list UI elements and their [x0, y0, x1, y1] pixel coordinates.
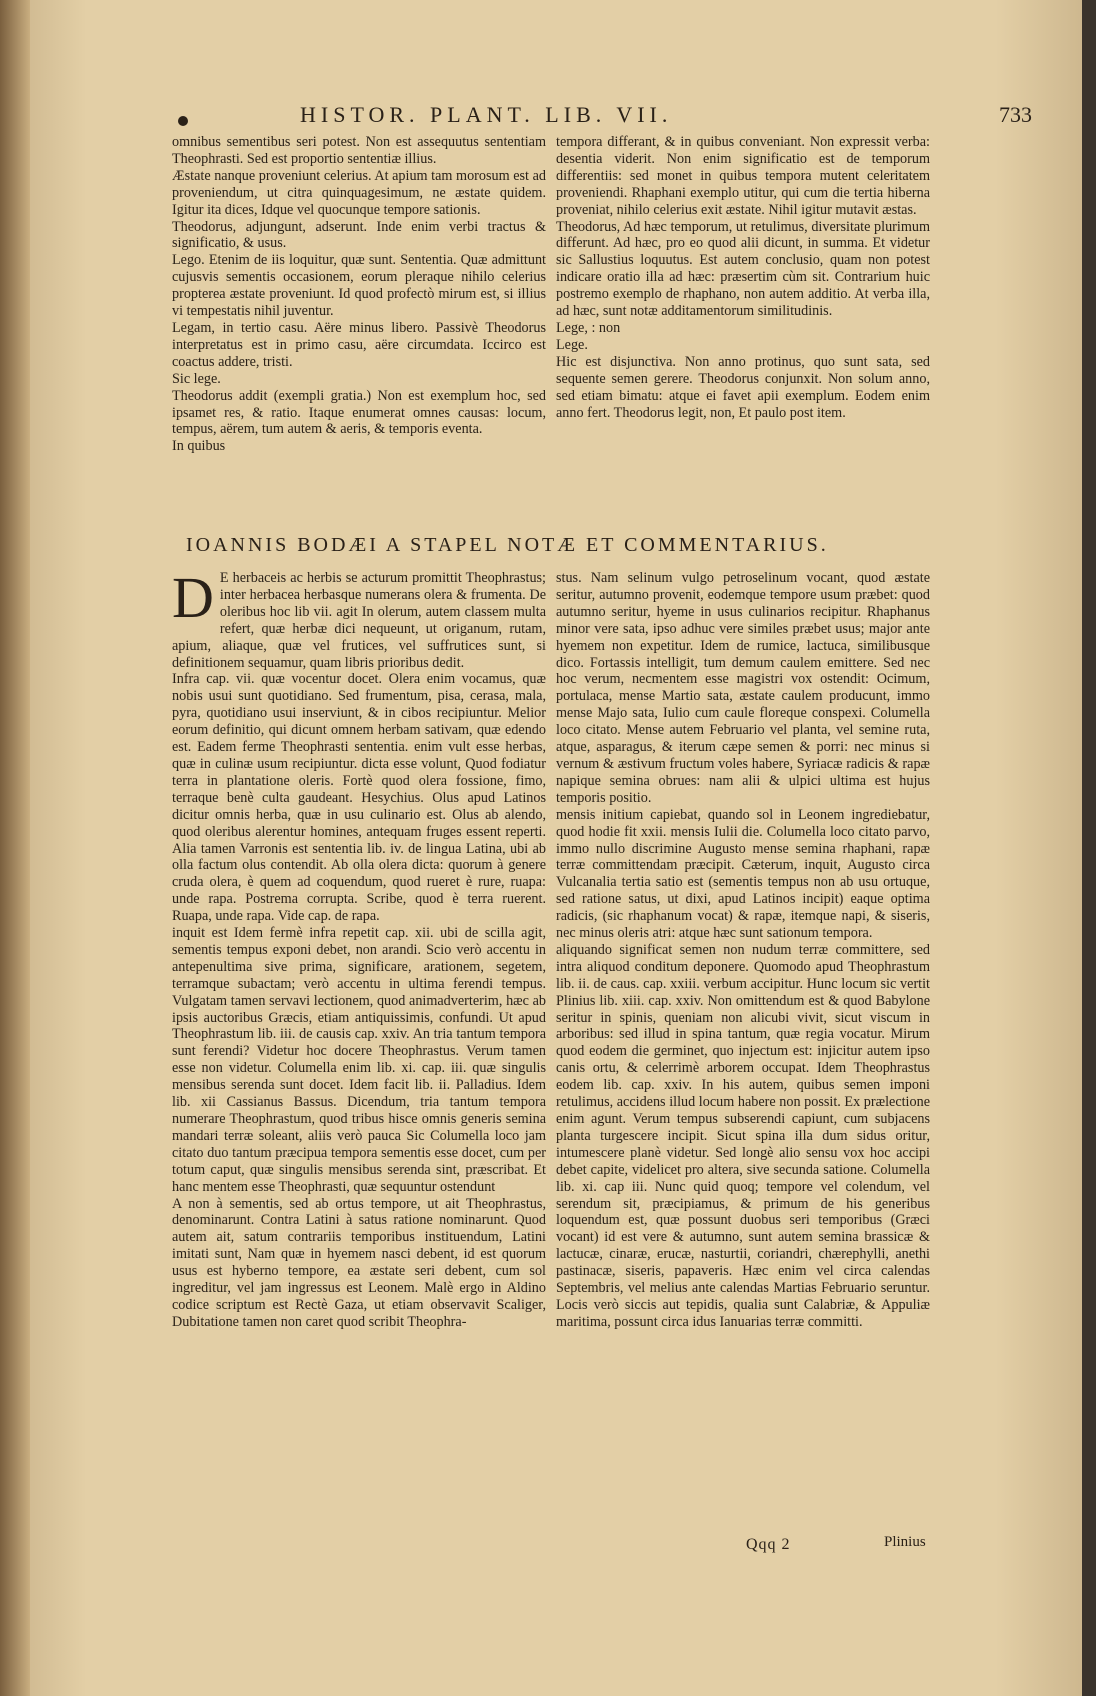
paragraph: Hic est disjunctiva. Non anno protinus, quo sunt sata, sed sequente semen gerere. Theodorus conjunxit. Non solum anno, sed etiam bimatu: atque ei favet apii exemplum. Eodem enim anno fert. Theodorus legit, non, Et paulo post item. — [556, 353, 930, 421]
top-right-column — [556, 134, 930, 421]
paragraph: Lego. Etenim de iis loquitur, quæ sunt. Sententia. Quæ admittunt cujusvis sementis occasionem, eorum pleraque nihilo celerius propterea æstate proveniunt. Id quod profectò mirum est, si illius vi tempestatis nihil juventur. — [172, 252, 546, 320]
paragraph: Theodorus, Ad hæc temporum, ut retulimus, diversitate plurimum differunt. Ad hæc, pro eo quod alii dicunt, in summa. Et videtur sic Sallustius loquutus. Est autem conclusio, quam non potest indicare oratio illa ad hæc: præsertim cùm sit. Contrarium huic postremo exemplo de rhaphano, non autem additio. At verba illa, ad hæc, sunt notæ additamentorum similitudinis. — [556, 218, 930, 320]
section-title: IOANNIS BODÆI A STAPEL NOTÆ ET COMMENTARIUS. — [186, 534, 829, 556]
paragraph: In quibus — [172, 438, 226, 455]
leaf-ornament-icon — [178, 116, 188, 126]
paragraph — [172, 565, 546, 671]
bottom-left-column — [172, 565, 546, 1331]
top-left-column — [172, 134, 546, 455]
running-title: HISTOR. PLANT. LIB. VII. — [300, 102, 673, 127]
paragraph: Theodorus, adjungunt, adserunt. Inde enim verbi tractus & significatio, & usus. — [172, 218, 546, 252]
catchword: Plinius — [884, 1534, 926, 1550]
binding-gutter — [0, 0, 30, 1696]
paragraph: Lege, : non — [556, 319, 621, 336]
paragraph-text: E herbaceis ac herbis se acturum promittit Theophrastus; inter herbacea herbasque numerans olera & frumenta. De oleribus hoc lib vii. agit In olerum, autem classem multa refert, quæ herbæ dici nequeunt, ut origanum, rutam, apium, aliaque, quæ vel frutices, vel suffrutices sunt, si definitionem sequamur, quam libris prioribus dedit. — [172, 570, 546, 671]
paragraph: tempora differant, & in quibus conveniant. Non expressit verba: desentia viderit. Non enim significatio est de temporum differentiis: sed monet in quibus tempora mutent celeritatem proveniendi. Rhaphani exemplo utitur, qui cum die tertia hiberna proveniat, nihilo celerius exit æstate. Nihil igitur mutavit æstas. — [556, 134, 930, 218]
bottom-right-column — [556, 570, 930, 1331]
page-number: 733 — [999, 102, 1032, 127]
signature-mark: Qqq 2 — [746, 1536, 791, 1553]
paragraph: stus. Nam selinum vulgo petroselinum vocant, quod æstate seritur, autumno provenit, eodemque tempore usum præbet: quod autumno seritur, hyeme in usus culinarios recipitur. Rhaphanus minor vere sata, ipso adhuc vere similes præbet usus; major ante hyemem non expetitur. Idem de rumice, lactuca, similibusque dico. Fortassis intelligit, tum demum caulem emittere. Sed nec hoc verum, necmentem esse magistri vox ostendit: Ocimum, portulaca, mense Martio sata, æstate caulem producunt, immo mense Majo sata, Iulio cum caule floreque conspexi. Columella loco citato. Mense autem Februario vel planta, vel semine ruta, atque, asparagus, & iterum cæpe semen & porri: nec minus si vernum & æstivum fructum voles habere, Syriacæ radicis & rapæ napique semina obrues: nam alii & ulpici ultima est hujus temporis positio. — [556, 570, 930, 806]
paragraph: Sic lege. — [172, 370, 221, 387]
paragraph: aliquando significat semen non nudum terræ committere, sed intra aliquod conditum deponere. Quomodo apud Theophrastum lib. ii. de caus. cap. xxiii. verbum accipitur. Hunc locum sic vertit Plinius lib. xiii. cap. xxiv. Non omittendum est & quod Babylone seritur in spinis, queniam non alicubi vivit, sicut viscum in arboribus: sed illud in spina tantum, quæ regia vocatur. Mirum quod eodem die germinet, quo injectum est: injicitur autem ipso canis ortu, & celerrimè arborem occupat. Idem Theophrastus eodem lib. cap. xxiv. In his autem, quibus semen imponi retulimus, accidens illud locum habere non possit. Ex prælectione enim agunt. Verum tempus subserendi capiunt, cum subjacens planta turgescere incipit. Sicut spina illa dum sidus oritur, intumescere planè videtur. Sed longè alio sensu vox hoc accipi debet capite, videlicet pro altera, sive secunda satione. Columella lib. xi. cap iii. Nunc quid quoq; tempore vel colendum, vel serendum sit, præcipiamus, & primum de his generibus loquendum est, quæ possunt duobus seri temporibus (Græci vocant) id est vere & autumno, sunt autem semina brassicæ & lactucæ, cinaræ, erucæ, nasturtii, coriandri, chærephylli, anethi pastinacæ, siseris, papaveris. Hæc enim vel circa calendas Septembris, vel melius ante calendas Martias Februario seruntur. Locis verò siccis aut tepidis, qualia sunt Calabriæ, & Appuliæ maritima, possunt circa idus Ianuarias terræ committi. — [556, 941, 930, 1330]
paragraph: Legam, in tertio casu. Aëre minus libero. Passivè Theodorus interpretatus est in primo casu, aëre circumdata. Iccirco est coactus addere, tristi. — [172, 319, 546, 370]
drop-cap: D — [172, 565, 214, 630]
paragraph: mensis initium capiebat, quando sol in Leonem ingrediebatur, quod hodie fit xxii. mensis Iulii die. Columella loco citato parvo, immo nullo discrimine Augusto mense semina rhaphani, rapæ terræ committendam præcipit. Cæterum, inquit, Augusto circa Vulcanalia tertia satio est (sementis tempus non ab usu ortuque, sed ratione satus, ut dixi, apud Latinos incipit) eaque optima radicis, (sic rhaphanum vocat) & rapæ, itemque napi, & siseris, nec minus oleris atri: atque hæc sunt sationum tempora. — [556, 806, 930, 942]
paragraph: omnibus sementibus seri potest. Non est assequutus sententiam Theophrasti. Sed est proportio sententiæ illius. — [172, 134, 546, 167]
paragraph: inquit est Idem fermè infra repetit cap. xii. ubi de scilla agit, sementis tempus exponi debet, non arandi. Scio verò accentu in antepenultima sive prima, significare, arationem, segetem, terramque subactam; verò accentu in ultima ferendi tempus. Vulgatam tamen servavi lectionem, quod animadverterim, hæc ab ipsis auctoribus Græcis, etiam antiquissimis, confundi. Ut apud Theophrastum lib. iii. de causis cap. xxiv. An tria tantum tempora sunt ferendi? Videtur hoc docere Theophrastus. Verum tamen esse non videtur. Columella enim lib. xi. cap. iii. quæ singulis mensibus serenda sunt docet. Idem facit lib. ii. Palladius. Idem lib. xii Cassianus Bassus. Dicendum, tria tantum tempora numerare Theophrastum, quod tribus hisce omnis generis semina mandari terræ soleant, aliis verò pauca Sic Columella loco jam citato duo tantum præcipua tempora sementis esse docet, cum per totum caput, quæ singulis mensibus serenda sint, præscribat. Et hanc mentem esse Theophrasti, quæ sequuntur ostendunt — [172, 925, 546, 1195]
paragraph: Æstate nanque proveniunt celerius. At apium tam morosum est ad proveniendum, ut citra quinquagesimum, ne æstate quidem. Igitur ita dices, Idque vel quocunque tempore sationis. — [172, 167, 546, 218]
paragraph: A non à sementis, sed ab ortus tempore, ut ait Theophrastus, denominarunt. Contra Latini à satus ratione nominarunt. Quod autem ait, satum contrariis temporibus instituendum, Latini imitati sunt, Nam quæ in hyemem nasci debent, id est quorum usus est hyberno tempore, ea æstate seri debent, cum sol ingreditur, vel jam ingressus est Leonem. Malè ergo in Aldino codice scriptum est Rectè Gaza, ut etiam observavit Scaliger, Dubitatione tamen non caret quod scribit Theophra- — [172, 1195, 546, 1330]
paragraph: Infra cap. vii. quæ vocentur docet. Olera enim vocamus, quæ nobis usui sunt quotidiano. Sed frumentum, pisa, cerasa, mala, pyra, quotidiano usui inserviunt, & in cibos recipiuntur. Melior eorum definitio, qui dicunt omnem herbam sativam, quæ edendo est. Eadem ferme Theophrasti sententia. enim vult esse herbas, quæ in culinæ usum recipiuntur. dicta esse volunt, Quod fodiatur terra in plantatione oleris. Fortè quod olera fossione, fimo, terraque benè culta gaudeant. Hesychius. Olus apud Latinos dicitur omnis herba, quæ in usu culinario est. Olus ab alendo, quod oleribus alerentur homines, antequam fruges essent reperti. Alia tamen Varronis est sententia lib. iv. de lingua Latina, ubi ab olla factum olus contendit. Ab olla olera dicta: quorum à genere cruda olera, è quem ad coquendum, quod rueret è rure, ruapa: unde rapa. Postrema corrupta. Scribe, quod è terra ruerent. Ruapa, unde rapa. Vide cap. de rapa. — [172, 671, 546, 925]
paragraph: Lege. — [556, 336, 588, 353]
paragraph: Theodorus addit (exempli gratia.) Non est exemplum hoc, sed ipsamet res, & ratio. Itaque enumerat omnes causas: locum, tempus, aërem, tum autem & aeris, & temporis eventa. — [172, 387, 546, 438]
